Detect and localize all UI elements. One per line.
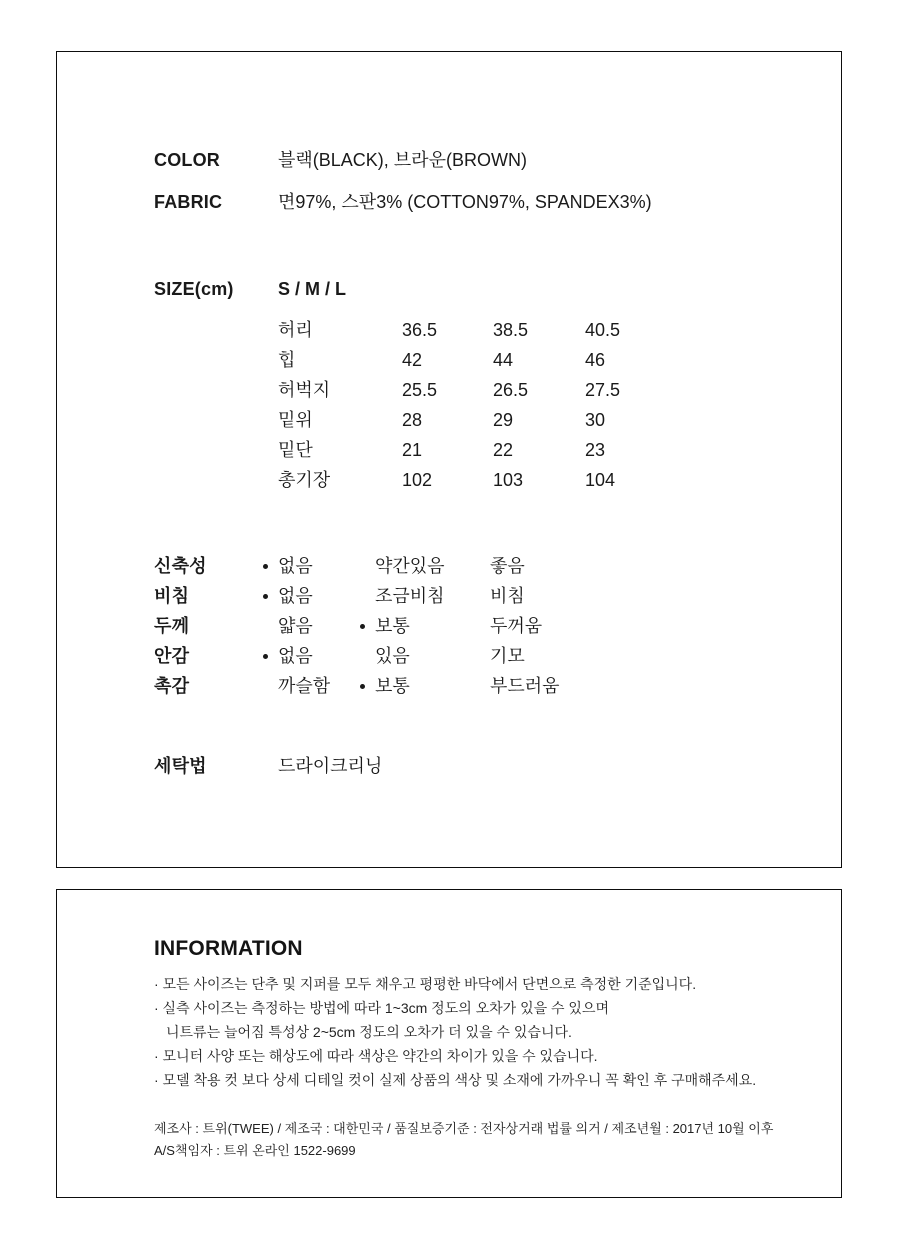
property-label: 신축성 xyxy=(154,556,207,576)
property-row-stretch xyxy=(57,553,841,579)
size-s-value: 25.5 xyxy=(402,380,438,400)
size-m-value: 38.5 xyxy=(493,320,529,340)
size-header-row xyxy=(57,276,841,302)
selected-bullet-icon xyxy=(263,594,268,599)
measure-label: 밑위 xyxy=(278,410,313,430)
measure-label: 밑단 xyxy=(278,440,313,460)
care-value: 드라이크리닝 xyxy=(278,756,383,776)
note-line: · 실측 사이즈는 측정하는 방법에 따라 1~3cm 정도의 오차가 있을 수 있으며 xyxy=(154,1000,610,1016)
size-s-value: 102 xyxy=(402,470,433,490)
size-options: S / M / L xyxy=(278,279,347,299)
property-row-thickness xyxy=(57,613,841,639)
property-option xyxy=(278,613,313,639)
property-option xyxy=(490,673,560,699)
note-line: · 모든 사이즈는 단추 및 지퍼를 모두 채우고 평평한 바닥에서 단면으로 측정한 기준입니다. xyxy=(154,976,697,992)
color-label: COLOR xyxy=(154,150,220,170)
property-row-lining xyxy=(57,643,841,669)
property-option xyxy=(490,613,542,639)
property-option xyxy=(278,553,313,579)
property-row-sheer xyxy=(57,583,841,609)
property-option xyxy=(490,643,525,669)
note-line-continuation: 니트류는 늘어짐 특성상 2~5cm 정도의 오차가 더 있을 수 있습니다. xyxy=(166,1024,572,1040)
care-row xyxy=(57,753,841,779)
size-s-value: 21 xyxy=(402,440,423,460)
property-option xyxy=(490,583,525,609)
property-option-label: 두꺼움 xyxy=(490,616,543,636)
selected-bullet-icon xyxy=(360,684,365,689)
property-option xyxy=(375,643,410,669)
property-option-label: 약간있음 xyxy=(375,556,445,576)
size-l-value: 30 xyxy=(585,410,606,430)
property-label: 두께 xyxy=(154,616,190,636)
size-table-row xyxy=(57,317,841,343)
property-option-label: 부드러움 xyxy=(490,676,560,696)
property-option-label: 좋음 xyxy=(490,556,525,576)
size-l-value: 40.5 xyxy=(585,320,621,340)
selected-bullet-icon xyxy=(263,654,268,659)
color-value: 블랙(BLACK), 브라운(BROWN) xyxy=(278,150,527,170)
measure-label: 허리 xyxy=(278,320,313,340)
size-l-value: 46 xyxy=(585,350,606,370)
manufacturer-info xyxy=(154,1118,801,1162)
size-m-value: 103 xyxy=(493,470,524,490)
size-l-value: 27.5 xyxy=(585,380,621,400)
note-line: · 모니터 사양 또는 해상도에 따라 색상은 약간의 차이가 있을 수 있습니다. xyxy=(154,1048,598,1064)
property-option-label: 조금비침 xyxy=(375,586,445,606)
property-option-label: 까슬함 xyxy=(278,676,331,696)
size-m-value: 29 xyxy=(493,410,514,430)
property-option xyxy=(375,553,445,579)
property-option xyxy=(375,673,410,699)
size-s-value: 36.5 xyxy=(402,320,438,340)
size-m-value: 22 xyxy=(493,440,514,460)
property-option xyxy=(375,583,445,609)
manufacturer-line: 제조사 : 트위(TWEE) / 제조국 : 대한민국 / 품질보증기준 : 전자상거래 법률 의거 / 제조년월 : 2017년 10월 이후 xyxy=(154,1121,774,1136)
selected-bullet-icon xyxy=(263,564,268,569)
size-label: SIZE(cm) xyxy=(154,279,234,299)
property-option-label: 기모 xyxy=(490,646,525,666)
property-option-label: 없음 xyxy=(278,586,313,606)
spec-card xyxy=(56,51,842,868)
size-l-value: 23 xyxy=(585,440,606,460)
fabric-value: 면97%, 스판3% (COTTON97%, SPANDEX3%) xyxy=(278,192,652,212)
size-l-value: 104 xyxy=(585,470,616,490)
property-option xyxy=(278,583,313,609)
property-option-label: 보통 xyxy=(375,616,410,636)
size-table-row xyxy=(57,467,841,493)
size-s-value: 42 xyxy=(402,350,423,370)
property-option-label: 없음 xyxy=(278,556,313,576)
size-m-value: 44 xyxy=(493,350,514,370)
property-label: 비침 xyxy=(154,586,190,606)
after-service-line: A/S책임자 : 트위 온라인 1522-9699 xyxy=(154,1143,356,1158)
property-option-label: 없음 xyxy=(278,646,313,666)
property-option-label: 있음 xyxy=(375,646,410,666)
property-label: 안감 xyxy=(154,646,190,666)
measure-label: 총기장 xyxy=(278,470,331,490)
size-table-row xyxy=(57,437,841,463)
measure-label: 허벅지 xyxy=(278,380,331,400)
size-table-row xyxy=(57,407,841,433)
size-s-value: 28 xyxy=(402,410,423,430)
information-notes xyxy=(154,972,801,1092)
property-option-label: 보통 xyxy=(375,676,410,696)
property-option-label: 얇음 xyxy=(278,616,313,636)
selected-bullet-icon xyxy=(360,624,365,629)
fabric-row xyxy=(57,189,841,215)
measure-label: 힙 xyxy=(278,350,296,370)
property-option xyxy=(375,613,410,639)
size-table-row xyxy=(57,377,841,403)
color-row xyxy=(57,147,841,173)
property-option xyxy=(278,643,313,669)
property-option xyxy=(490,553,525,579)
information-title: INFORMATION xyxy=(154,937,303,960)
size-m-value: 26.5 xyxy=(493,380,529,400)
note-line: · 모델 착용 컷 보다 상세 디테일 컷이 실제 상품의 색상 및 소재에 가까우니 꼭 확인 후 구매해주세요. xyxy=(154,1072,757,1088)
property-label: 촉감 xyxy=(154,676,190,696)
information-card xyxy=(56,889,842,1198)
care-label: 세탁법 xyxy=(154,756,207,776)
property-row-texture xyxy=(57,673,841,699)
property-option xyxy=(278,673,330,699)
fabric-label: FABRIC xyxy=(154,192,223,212)
property-option-label: 비침 xyxy=(490,586,525,606)
size-table-row xyxy=(57,347,841,373)
